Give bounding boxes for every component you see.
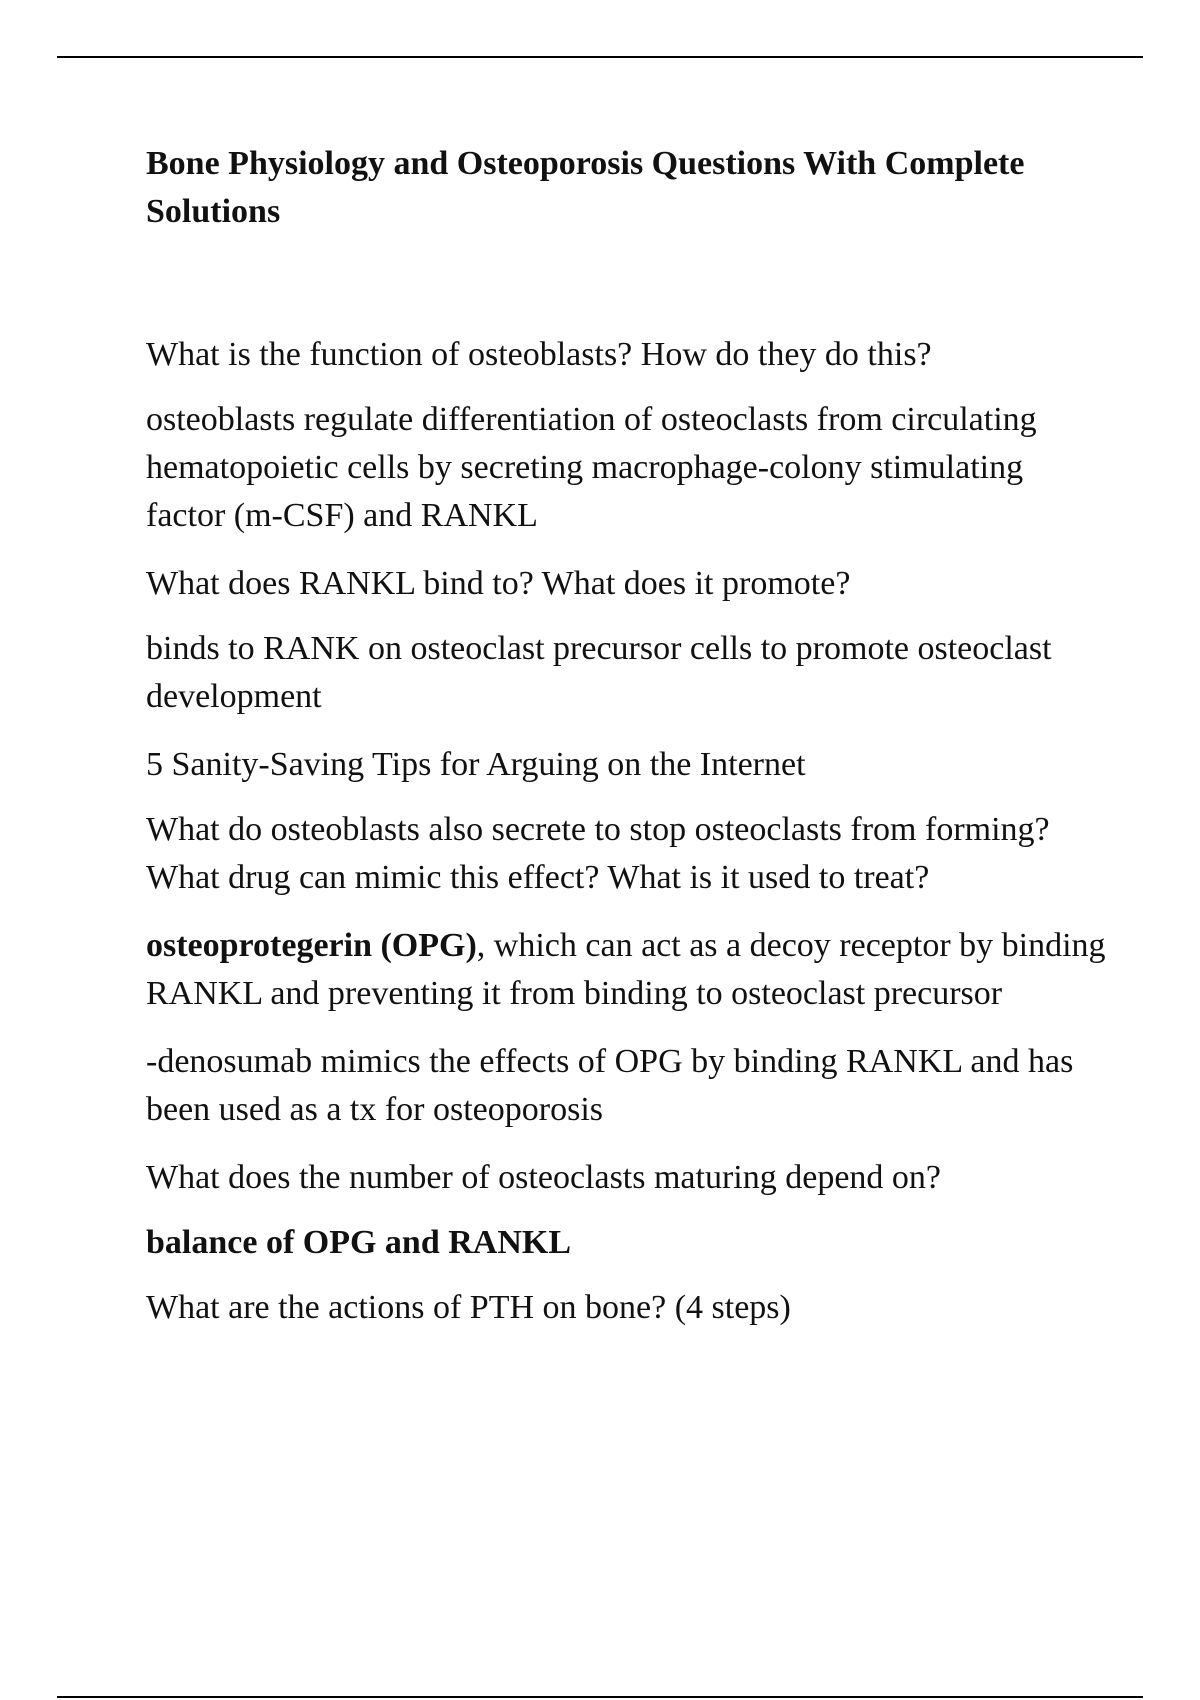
answer-osteoblast-function: osteoblasts regulate differentiation of osteoclasts from circulating hematopoietic cells by secreting macrophage-colony stimulating factor (m-CSF) and RANKL [146,401,1037,534]
question-pth-actions: What are the actions of PTH on bone? (4 steps) [146,1289,791,1326]
header-rule [57,56,1143,58]
answer-osteoclast-maturation: balance of OPG and RANKL [146,1224,572,1261]
answer-opg-secretion [146,922,1106,1018]
question-opg-secretion: What do osteoblasts also secrete to stop osteoclasts from forming? What drug can mimic this effect? What is it used to treat? [146,811,1050,896]
answer-opg-term: osteoprotegerin (OPG) [146,927,477,964]
footer-rule [57,1696,1143,1698]
question-osteoclast-maturation: What does the number of osteoclasts maturing depend on? [146,1159,941,1196]
answer-opg-rest: , which can act as a decoy receptor by binding RANKL and preventing it from binding to osteoclast precursor [146,927,1106,1012]
question-rankl-binding: What does RANKL bind to? What does it promote? [146,565,851,602]
question-osteoblast-function: What is the function of osteoblasts? How do they do this? [146,336,932,373]
document-title: Bone Physiology and Osteoporosis Questions With Complete Solutions [146,145,1025,230]
document-body [146,331,1106,1349]
answer-rankl-binding: binds to RANK on osteoclast precursor cells to promote osteoclast development [146,630,1052,715]
answer-denosumab: -denosumab mimics the effects of OPG by binding RANKL and has been used as a tx for osteoporosis [146,1043,1074,1128]
ad-link-text[interactable]: 5 Sanity-Saving Tips for Arguing on the Internet [146,746,806,783]
